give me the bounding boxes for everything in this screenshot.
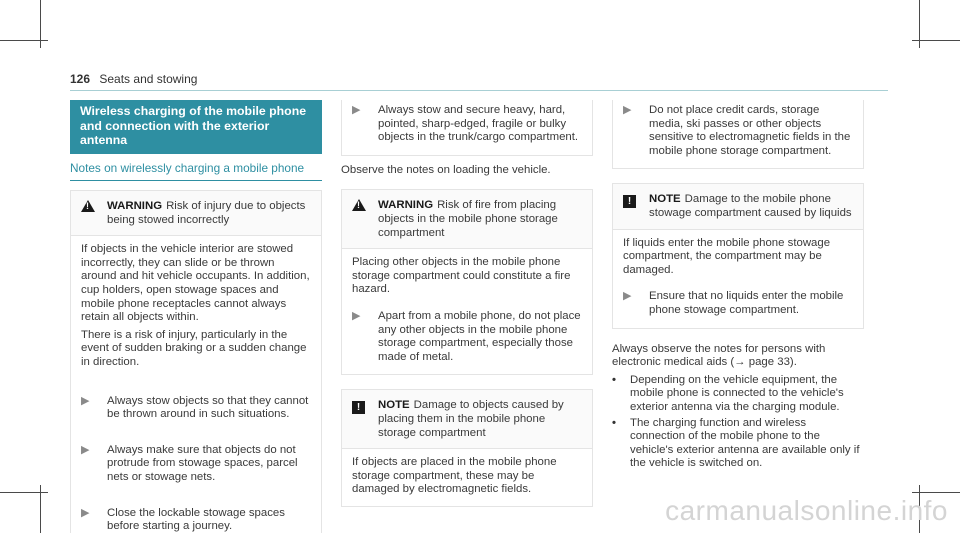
note-body: If objects are placed in the mobile phone storage compartment, these may be damaged by electromagnetic fields. bbox=[352, 456, 557, 496]
note-label: NOTE bbox=[378, 399, 410, 412]
warning-triangle-icon bbox=[81, 200, 107, 214]
warning-label: WARNING bbox=[378, 199, 434, 212]
note-heading: Damage to the mobile phone stowage compartment caused by liquids bbox=[649, 193, 852, 219]
step-text: Always stow objects so that they cannot be thrown around in such situations. bbox=[107, 394, 309, 421]
note-box bbox=[341, 389, 593, 507]
crop-mark bbox=[0, 40, 48, 41]
step-text: Close the lockable stowage spaces before starting a journey. bbox=[107, 506, 285, 533]
warning-paragraph: There is a risk of injury, particularly in the event of sudden braking or a sudden change in direction. bbox=[81, 328, 307, 369]
note-exclamation-icon: ! bbox=[352, 399, 378, 414]
crop-mark bbox=[912, 40, 960, 41]
step-arrow-icon: ▶ bbox=[623, 290, 632, 303]
warning-header bbox=[71, 191, 321, 236]
step-arrow-icon: ▶ bbox=[81, 443, 90, 456]
loading-notes-text: Observe the notes on loading the vehicle. bbox=[341, 163, 551, 176]
note-box bbox=[612, 183, 864, 328]
note-header bbox=[342, 390, 592, 449]
watermark: carmanualsonline.info bbox=[665, 495, 948, 526]
step-arrow-icon: ▶ bbox=[352, 104, 361, 116]
page-number: 126 bbox=[70, 72, 91, 86]
instruction-step bbox=[71, 383, 321, 432]
step-arrow-icon: ▶ bbox=[623, 104, 632, 116]
warning-body: Placing other objects in the mobile phone storage compartment could constitute a fire hazard. bbox=[352, 256, 571, 296]
instruction-step bbox=[71, 432, 321, 495]
warning-body bbox=[71, 236, 321, 382]
warning-continuation bbox=[341, 100, 593, 156]
note-label: NOTE bbox=[649, 193, 681, 206]
step-text: Always make sure that objects do not protrude from stowage spaces, parcel nets or stowage nets. bbox=[107, 443, 298, 483]
column-left bbox=[70, 100, 322, 533]
crop-mark bbox=[912, 492, 960, 493]
step-arrow-icon: ▶ bbox=[81, 506, 90, 519]
note-heading: Damage to objects caused by placing them in the mobile phone storage compartment bbox=[378, 399, 564, 439]
note-exclamation-icon: ! bbox=[623, 193, 649, 208]
instruction-step bbox=[71, 495, 321, 533]
step-arrow-icon: ▶ bbox=[352, 309, 361, 322]
warning-triangle-icon bbox=[352, 199, 378, 213]
crop-mark bbox=[0, 492, 48, 493]
header-divider bbox=[70, 90, 888, 91]
step-text: Apart from a mobile phone, do not place any other objects in the mobile phone storage compartment, especially those made of metal. bbox=[378, 309, 581, 363]
list-item-text: The charging function and wireless connection of the mobile phone to the vehicle's exterior antenna are available only if the vehicle is switched on. bbox=[630, 416, 860, 470]
column-right bbox=[612, 100, 864, 473]
step-arrow-icon: ▶ bbox=[81, 394, 90, 407]
bullet-icon: • bbox=[612, 373, 616, 386]
subsection-heading: Notes on wirelessly charging a mobile phone bbox=[70, 154, 322, 182]
section-title: Seats and stowing bbox=[99, 72, 198, 86]
list-item bbox=[612, 417, 864, 471]
instruction-step bbox=[342, 100, 592, 155]
step-text: Do not place credit cards, storage media, ski passes or other objects sensitive to electromagnetic fields in the mobile phone storage compartment. bbox=[649, 104, 851, 157]
section-heading: Wireless charging of the mobile phone and connection with the exterior antenna bbox=[70, 100, 322, 154]
instruction-step bbox=[342, 306, 592, 374]
step-text: Ensure that no liquids enter the mobile phone stowage compartment. bbox=[649, 290, 844, 316]
page-header bbox=[70, 72, 197, 86]
list-item-text: Depending on the vehicle equipment, the mobile phone is connected to the vehicle's exterior antenna via the charging module. bbox=[630, 373, 844, 413]
warning-continuation bbox=[612, 100, 864, 169]
warning-paragraph: If objects in the vehicle interior are stowed incorrectly, they can slide or be thrown around and hit vehicle occupants. In addition, cup holders, open stowage spaces and mobile phone receptacles cannot always retain all objects within. bbox=[81, 243, 310, 324]
warning-box bbox=[70, 190, 322, 533]
bullet-list bbox=[612, 374, 864, 471]
warning-header bbox=[342, 190, 592, 249]
instruction-step bbox=[613, 286, 863, 327]
step-text: Always stow and secure heavy, hard, pointed, sharp-edged, fragile or bulky objects in the trunk/cargo compartment. bbox=[378, 104, 579, 144]
warning-label: WARNING bbox=[107, 200, 163, 213]
warning-box bbox=[341, 189, 593, 375]
list-item bbox=[612, 374, 864, 415]
medical-aids-text: Always observe the notes for persons with electronic medical aids (→ page 33). bbox=[612, 342, 826, 369]
warning-heading: Risk of injury due to objects being stowed incorrectly bbox=[107, 200, 306, 226]
bullet-icon: • bbox=[612, 416, 616, 429]
note-body: If liquids enter the mobile phone stowage compartment, the compartment may be damaged. bbox=[623, 236, 831, 276]
note-header bbox=[613, 184, 863, 229]
column-middle bbox=[341, 100, 593, 507]
instruction-step bbox=[613, 100, 863, 168]
warning-heading: Risk of fire from placing objects in the mobile phone storage compartment bbox=[378, 199, 558, 239]
